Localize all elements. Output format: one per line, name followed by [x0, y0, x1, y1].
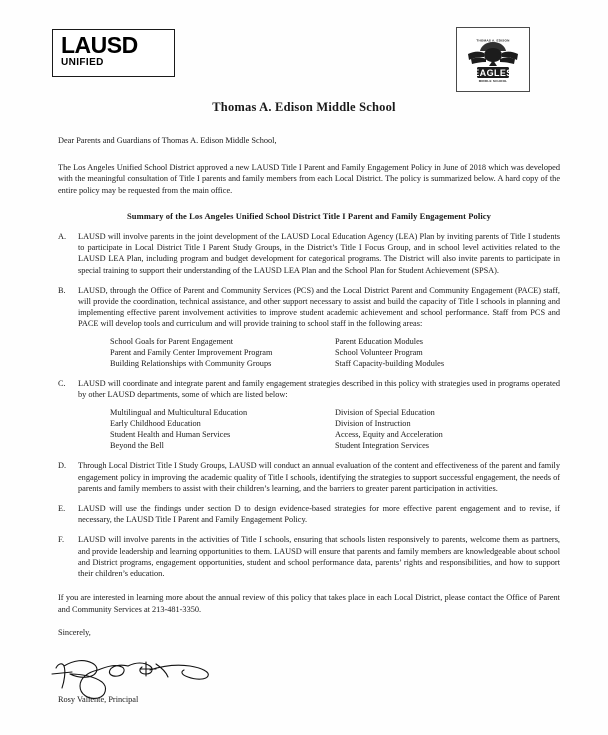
signature-name-line: Rosy Valiente, Principal — [58, 694, 139, 704]
department-left: Student Health and Human Services — [110, 430, 231, 440]
item-letter: C. — [58, 379, 66, 389]
department-right: Division of Special Education — [335, 407, 435, 417]
eagles-top-text: THOMAS A. EDISON — [476, 38, 510, 42]
department-right: Access, Equity and Acceleration — [335, 430, 443, 440]
training-areas-list — [110, 336, 510, 370]
eagles-school-logo — [456, 27, 530, 92]
list-item — [110, 418, 510, 429]
lausd-unified-text: UNIFIED — [61, 57, 104, 68]
item-text: Through Local District Title I Study Groups, LAUSD will conduct an annual evaluation of the content and effectiveness of the parent and family engagement policy in improving the academic quality of Title I schools, identifying the strategies to support successful engagement, the needs of parents and family members to assist with their children’s learning, and the barriers to greater parent participation in activities. — [78, 461, 560, 493]
salutation: Dear Parents and Guardians of Thomas A. Edison Middle School, — [58, 136, 277, 145]
list-item — [110, 347, 510, 358]
policy-item-a — [58, 231, 560, 276]
department-right: Student Integration Services — [335, 441, 430, 451]
department-right: Division of Instruction — [335, 418, 411, 428]
item-letter: E. — [58, 504, 66, 514]
item-letter: F. — [58, 535, 65, 545]
eagle-emblem-icon — [464, 36, 522, 84]
list-item — [110, 407, 510, 418]
lausd-logo — [52, 29, 175, 77]
list-item — [110, 358, 510, 369]
letterhead — [0, 0, 608, 92]
lausd-wordmark: LAUSD — [61, 32, 138, 58]
item-letter: D. — [58, 461, 67, 471]
departments-list — [110, 407, 510, 452]
list-item — [110, 440, 510, 451]
item-text: LAUSD will involve parents in the joint development of the LAUSD Local Education Agency (LEA) Plan by inviting parents of Title I students to participate in Local District Title I Parent Study Groups, in the District’s Title I Focus Group, and in school level activities related to the LAUSD LEA Plan, including program and budget development for categorical programs. The District will also invite parents to participate in special training to support their understanding of the LAUSD LEA Plan and the School Plan for Student Achievement (SPSA). — [78, 232, 560, 275]
item-text: LAUSD will use the findings under section D to design evidence-based strategies for more effective parent engagement and to revise, if necessary, the LAUSD Title I Parent and Family Engagement Policy. — [78, 504, 560, 525]
training-area-right: School Volunteer Program — [335, 347, 423, 357]
training-area-left: School Goals for Parent Engagement — [110, 336, 234, 346]
policy-item-d — [58, 460, 560, 494]
item-text: LAUSD will coordinate and integrate parent and family engagement strategies described in this policy with strategies used in programs operated by other LAUSD departments, some of which are listed below: — [78, 379, 560, 400]
section-heading: Summary of the Los Angeles Unified School District Title I Parent and Family Engagement Policy — [126, 210, 492, 221]
item-letter: B. — [58, 285, 66, 295]
policy-item-e — [58, 503, 560, 525]
department-left: Multilingual and Multicultural Education — [110, 407, 248, 417]
list-item — [110, 336, 510, 347]
policy-item-c — [58, 378, 560, 400]
closing-paragraph: If you are interested in learning more about the annual review of this policy that takes place in each Local District, please contact the Office of Parent and Community Services at 213-481-3350. — [58, 593, 560, 614]
signature-block — [58, 656, 560, 712]
intro-paragraph: The Los Angeles Unified School District approved a new LAUSD Title I Parent and Family Engagement Policy in June of 2018 which was developed with the meaningful consultation of Title I parents and family members from each Local District. The policy is summarized below. A hard copy of the entire policy may be requested from the main office. — [58, 163, 560, 195]
training-area-right: Staff Capacity-building Modules — [335, 359, 445, 369]
list-item — [110, 429, 510, 440]
item-text: LAUSD, through the Office of Parent and Community Services (PCS) and the Local District Parent and Community Engagement (PACE) staff, will provide the coordination, technical assistance, and other support necessary to assist and build the capacity of Title I schools in planning and implementing effective parent involvement activities to improve student academic achievement and school performance. Staff from PCS and PACE will develop tools and curriculum and will provide training to school staff in the following areas: — [78, 285, 560, 329]
department-left: Beyond the Bell — [110, 441, 164, 451]
training-area-right: Parent Education Modules — [335, 336, 424, 346]
department-left: Early Childhood Education — [110, 418, 201, 428]
item-text: LAUSD will involve parents in the activities of Title I schools, ensuring that schools listen responsively to parents, welcome them as partners, and provide leadership and learning opportunities to them. LAUSD will ensure that parents and family members are knowledgeable about school and District programs, engagement opportunities, student and school performance data, parents’ rights and responsibilities, and how to support their children’s education. — [78, 535, 561, 579]
training-area-left: Building Relationships with Community Groups — [110, 359, 272, 369]
eagles-bottom-text: MIDDLE SCHOOL — [478, 78, 508, 83]
sincerely-line: Sincerely, — [58, 627, 91, 637]
page-title: Thomas A. Edison Middle School — [212, 100, 396, 114]
svg-text:EAGLES: EAGLES — [473, 67, 513, 78]
policy-item-f — [58, 534, 560, 579]
training-area-left: Parent and Family Center Improvement Program — [110, 347, 273, 357]
policy-item-b — [58, 285, 560, 330]
letter-body — [0, 135, 608, 712]
item-letter: A. — [58, 232, 67, 242]
